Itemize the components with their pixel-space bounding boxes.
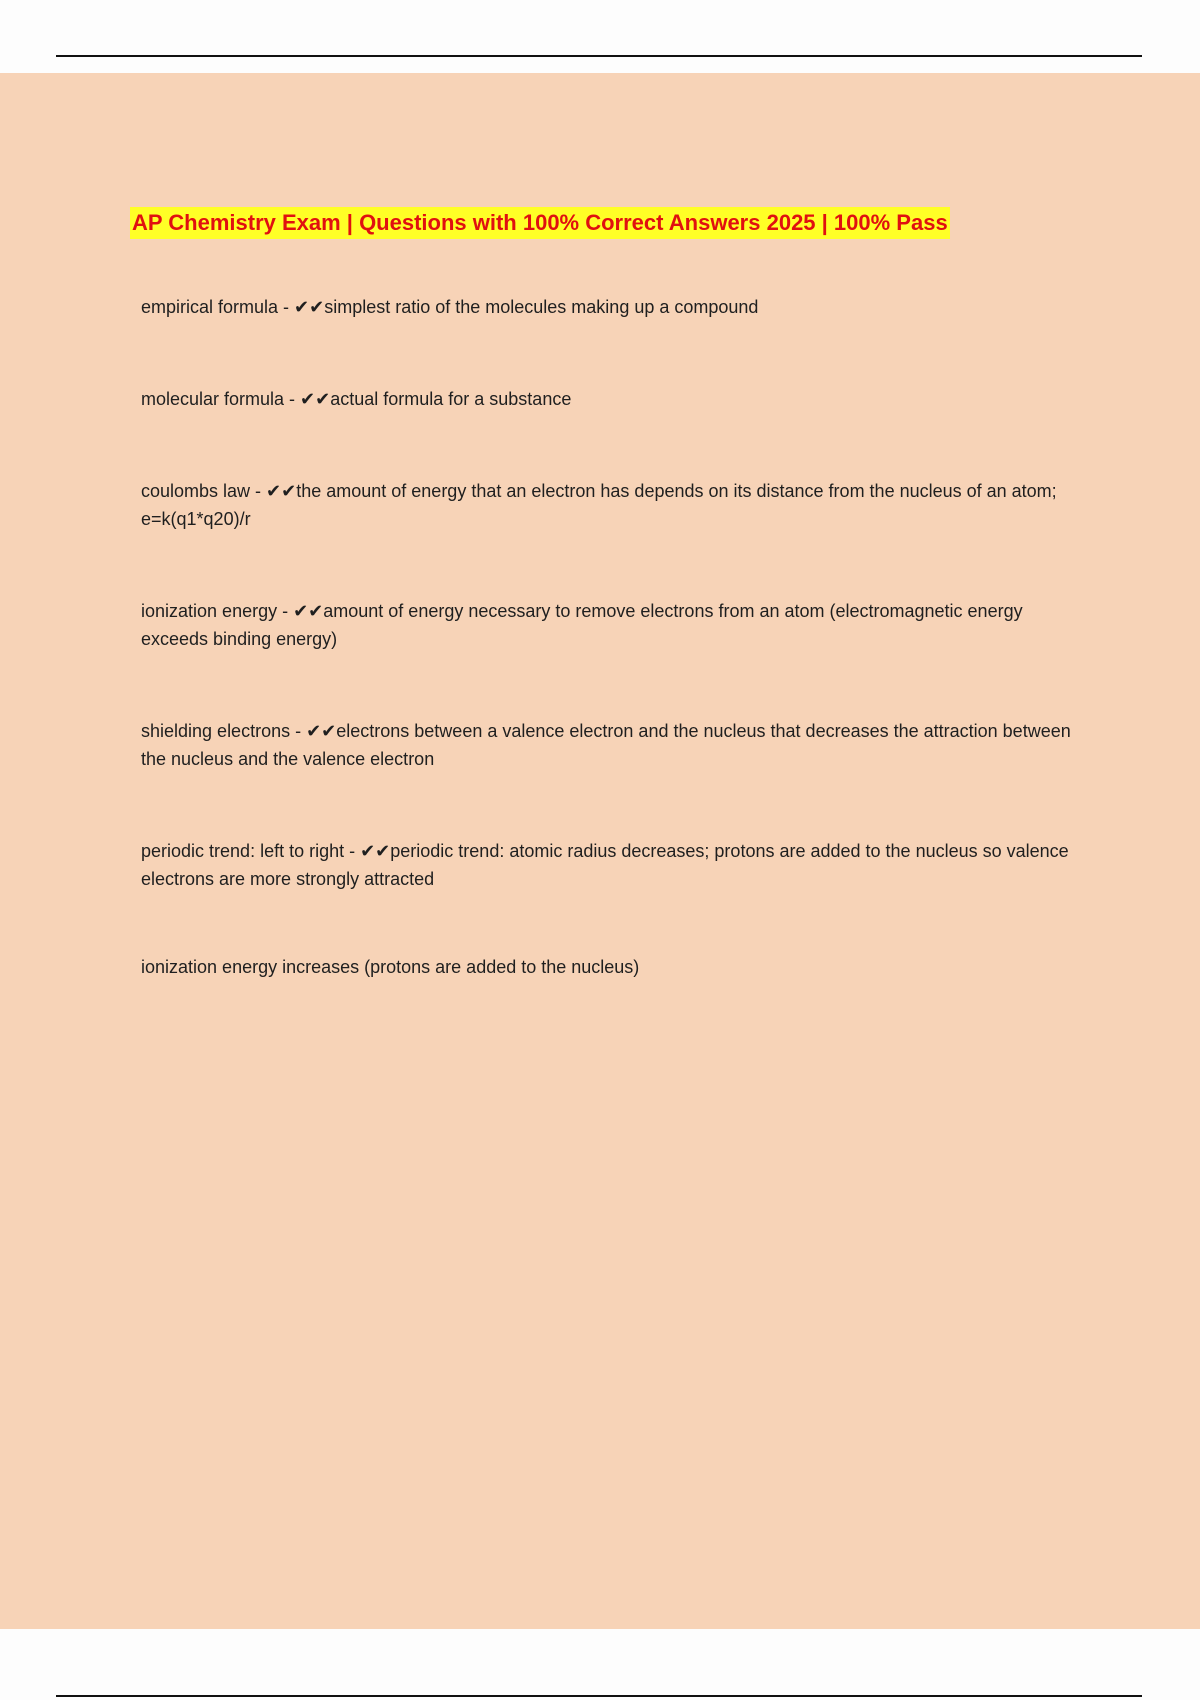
document-title: AP Chemistry Exam | Questions with 100% Correct Answers 2025 | 100% Pass xyxy=(130,207,950,239)
entry-ionization-energy: ionization energy - ✔✔amount of energy necessary to remove electrons from an atom (electromagnetic energy exceeds binding energy) xyxy=(141,601,1023,649)
bottom-rule xyxy=(56,1695,1142,1697)
entry-coulombs-law: coulombs law - ✔✔the amount of energy that an electron has depends on its distance from the nucleus of an atom; e=k(q1*q20)/r xyxy=(141,481,1057,529)
entry-shielding-electrons: shielding electrons - ✔✔electrons between a valence electron and the nucleus that decreases the attraction between the nucleus and the valence electron xyxy=(141,721,1071,769)
top-rule xyxy=(56,55,1142,57)
entry-molecular-formula: molecular formula - ✔✔actual formula for a substance xyxy=(141,389,572,409)
entry-empirical-formula: empirical formula - ✔✔simplest ratio of the molecules making up a compound xyxy=(141,297,759,317)
entry-ionization-energy-increases: ionization energy increases (protons are added to the nucleus) xyxy=(141,957,640,977)
entry-periodic-trend: periodic trend: left to right - ✔✔periodic trend: atomic radius decreases; protons are added to the nucleus so valence electrons are more strongly attracted xyxy=(141,841,1069,889)
content-sheet xyxy=(0,73,1200,1629)
entry-list xyxy=(141,293,1071,981)
